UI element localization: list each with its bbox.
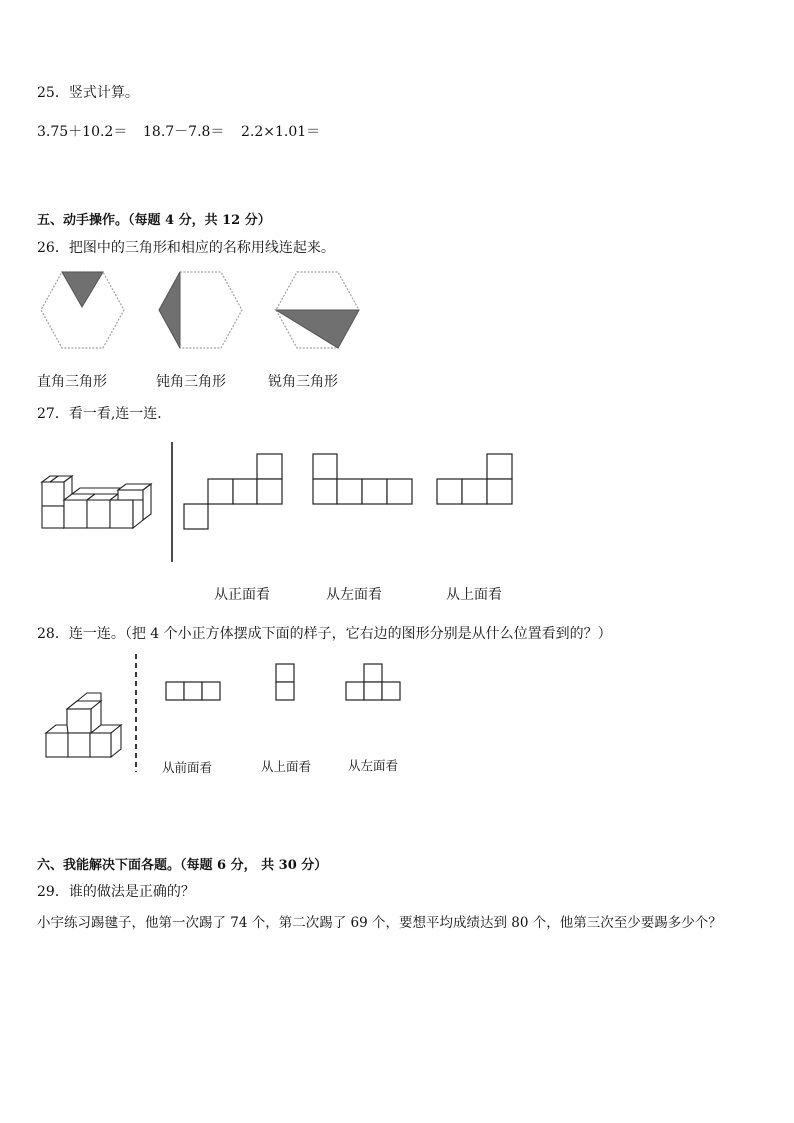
q25-item-1: 3.75＋10.2＝ [37,124,128,140]
q27-view-front-label: 从正面看 [214,587,270,603]
q27-view-top-label: 从上面看 [446,587,502,603]
q28-view-b [276,664,294,700]
q28-view-left-label: 从左面看 [348,758,399,773]
q28-view-a [166,682,220,700]
q26-label-obtuse: 钝角三角形 [156,374,226,390]
section-5-heading: 五、动手操作。（每题 4 分，共 12 分） [37,213,271,228]
q28-title: 28．连一连。（把 4 个小正方体摆成下面的样子，它右边的图形分别是从什么位置看到的？） [37,626,612,642]
q26-title: 26．把图中的三角形和相应的名称用线连起来。 [37,240,335,256]
q27-view-left-label: 从左面看 [326,587,382,603]
q26-label-acute: 锐角三角形 [268,374,338,390]
q28-view-front-label: 从前面看 [162,760,213,775]
q28-view-c [346,664,400,700]
q25-item-2: 18.7－7.8＝ [143,124,225,140]
q28-solid-figure [46,693,121,757]
section-6-heading: 六、我能解决下面各题。（每题 6 分， 共 30 分） [37,858,328,873]
q26-label-right: 直角三角形 [37,374,107,390]
q29-title: 29．谁的做法是正确的？ [37,884,195,900]
q28-view-top-label: 从上面看 [261,759,312,774]
q27-title: 27．看一看,连一连． [37,406,172,422]
q25-title: 25．竖式计算。 [37,85,139,101]
q29-text: 小宇练习踢毽子，他第一次踢了 74 个，第二次踢了 69 个，要想平均成绩达到 80 个，他第三次至少要踢多少个？ [37,915,722,931]
q25-item-3: 2.2×1.01＝ [241,124,321,140]
